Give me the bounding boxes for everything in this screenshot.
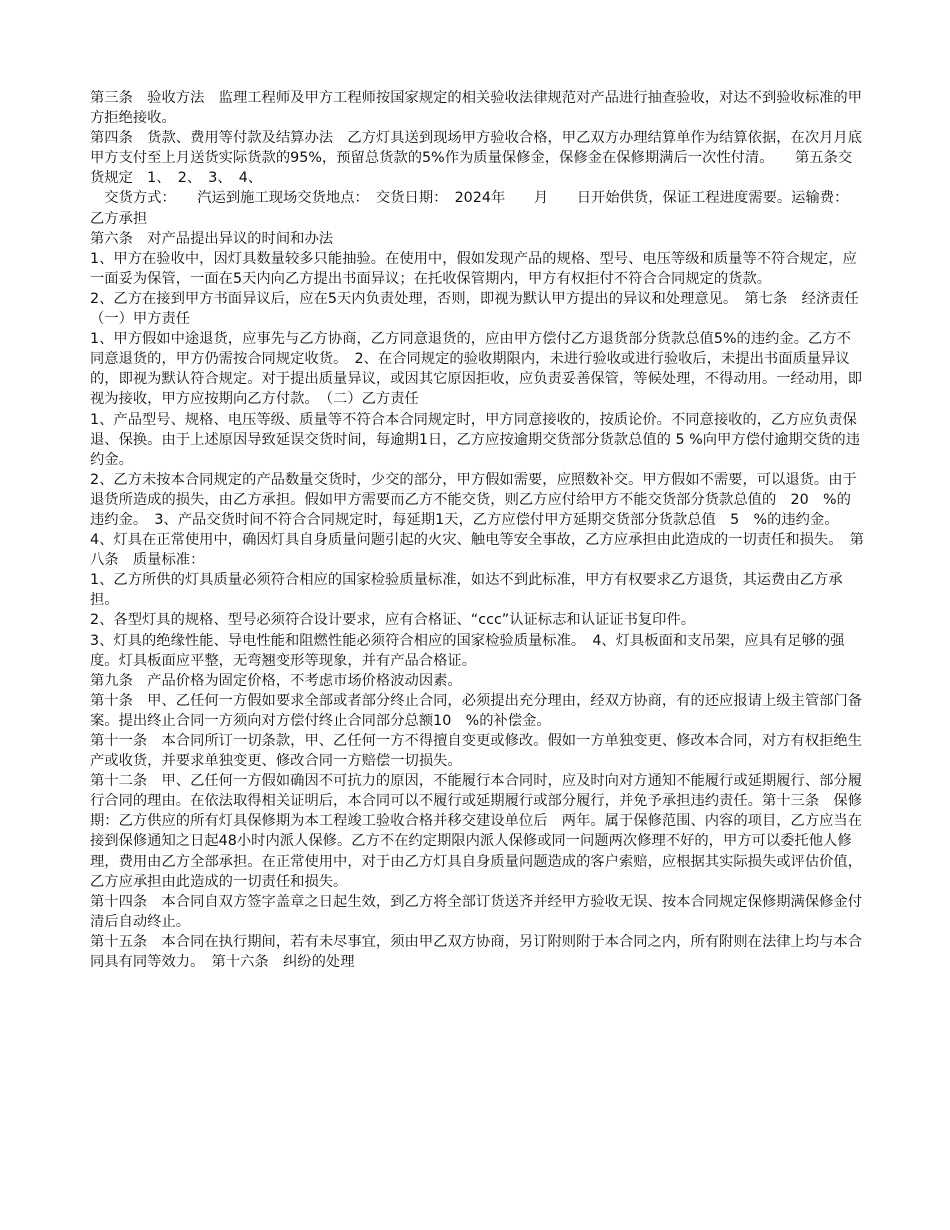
clause-9-price: 第九条 产品价格为固定价格，不考虑市场价格波动因素。 (90, 672, 462, 689)
contract-page (90, 88, 874, 972)
clause-7-party-a: 1、甲方假如中途退货，应事先与乙方协商，乙方同意退货的，应由甲方偿付乙方退货部分货款总值5%的违约金。乙方不同意退货的，甲方仍需按合同规定收货。 2、在合同规定的验收期限内，未进行验收或进行验收后，未提出书面质量异议的，即视为默认符合规定。对于提出质量异议，或因其它原因拒收，应负责妥善保管，等候处理，不得动用。一经动用，即视为接收，甲方应按期向乙方付款。 （二）乙方责任 (90, 331, 863, 408)
clause-12-force-majeure: 第十二条 甲、乙任何一方假如确因不可抗力的原因，不能履行本合同时，应及时向对方通知不能履行或延期履行、部分履行合同的理由。在依法取得相关证明后，本合同可以不履行或延期履行或部分履行，并免予承担违约责任。第十三条 保修期：乙方供应的所有灯具保修期为本工程竣工验收合格并移交建设单位后 两年。属于保修范围、内容的项目，乙方应当在接到保修通知之日起48小时内派人保修。乙方不在约定期限内派人保修或同一问题两次修理不好的，甲方可以委托他人修理，费用由乙方全部承担。在正常使用中，对于由乙方灯具自身质量问题造成的客户索赔，应根据其实际损失或评估价值，乙方应承担由此造成的一切责任和损失。 (90, 773, 863, 890)
clause-14-effect: 第十四条 本合同自双方签字盖章之日起生效，到乙方将全部订货送齐并经甲方验收无误、按本合同规定保修期满保修金付清后自动终止。 (90, 893, 863, 930)
clause-10-termination: 第十条 甲、乙任何一方假如要求全部或者部分终止合同，必须提出充分理由，经双方协商，有的还应报请上级主管部门备案。提出终止合同一方须向对方偿付终止合同部分总额10 %的补偿金。 (90, 692, 863, 729)
clause-15-supplement: 第十五条 本合同在执行期间，若有未尽事宜，须由甲乙双方协商，另订附则附于本合同之内，所有附则在法律上均与本合同具有同等效力。 第十六条 纠纷的处理 (90, 933, 863, 971)
clause-5-delivery-details: 交货方式： 汽运到施工现场交货地点： 交货日期： 2024年 月 日开始供货，保证工程进度需要。运输费： 乙方承担 (90, 190, 856, 227)
clause-7-party-b-item-4: 4、灯具在正常使用中，确因灯具自身质量问题引起的火灾、触电等安全事故，乙方应承担由此造成的一切责任和损失。 第八条 质量标准： (90, 532, 864, 569)
clause-6-item-1: 1、甲方在验收中，因灯具数量较多只能抽验。在使用中，假如发现产品的规格、型号、电压等级和质量等不符合规定，应一面妥为保管，一面在5天内向乙方提出书面异议；在托收保管期内，甲方有权拒付不符合合同规定的货款。 (90, 250, 857, 287)
clause-11-modification: 第十一条 本合同所订一切条款，甲、乙任何一方不得擅自变更或修改。假如一方单独变更、修改本合同，对方有权拒绝生产或收货，并要求单独变更、修改合同一方赔偿一切损失。 (90, 733, 863, 770)
clause-3-acceptance: 第三条 验收方法 监理工程师及甲方工程师按国家规定的相关验收法律规范对产品进行抽查验收，对达不到验收标准的甲方拒绝接收。 (90, 90, 863, 127)
clause-4-payment: 第四条 货款、费用等付款及结算办法 乙方灯具送到现场甲方验收合格，甲乙双方办理结算单作为结算依据，在次月月底甲方支付至上月送货实际货款的95%，预留总货款的5%作为质量保修金，保修金在保修期满后一次性付清。 第五条交货规定 1、 2、 3、 4、 (90, 130, 863, 187)
clause-8-item-1: 1、乙方所供的灯具质量必须符合相应的国家检验质量标准，如达不到此标准，甲方有权要求乙方退货，其运费由乙方承担。 (90, 572, 843, 609)
clause-8-item-2: 2、各型灯具的规格、型号必须符合设计要求，应有合格证、“ccc”认证标志和认证证书复印件。 (90, 612, 696, 629)
clause-7-party-b-item-1: 1、产品型号、规格、电压等级、质量等不符合本合同规定时，甲方同意接收的，按质论价。不同意接收的，乙方应负责保退、保换。由于上述原因导致延误交货时间，每逾期1日，乙方应按逾期交货部分货款总值的 5 %向甲方偿付逾期交货的违约金。 (90, 411, 861, 468)
clause-8-item-3: 3、灯具的绝缘性能、导电性能和阻燃性能必须符合相应的国家检验质量标准。 4、灯具板面和支吊架，应具有足够的强度。灯具板面应平整，无弯翘变形等现象，并有产品合格证。 (90, 632, 845, 669)
clause-6-heading: 第六条 对产品提出异议的时间和办法 (90, 230, 334, 247)
clause-6-item-2: 2、乙方在接到甲方书面异议后，应在5天内负责处理，否则，即视为默认甲方提出的异议和处理意见。 第七条 经济责任 （一）甲方责任 (90, 290, 874, 328)
clause-7-party-b-item-2: 2、乙方未按本合同规定的产品数量交货时，少交的部分，甲方假如需要，应照数补交。甲方假如不需要，可以退货。由于退货所造成的损失，由乙方承担。假如甲方需要而乙方不能交货，则乙方应付给甲方不能交货部分货款总值的 20 %的违约金。 3、产品交货时间不符合合同规定时，每延期1天，乙方应偿付甲方延期交货部分货款总值 5 %的违约金。 (90, 471, 857, 528)
